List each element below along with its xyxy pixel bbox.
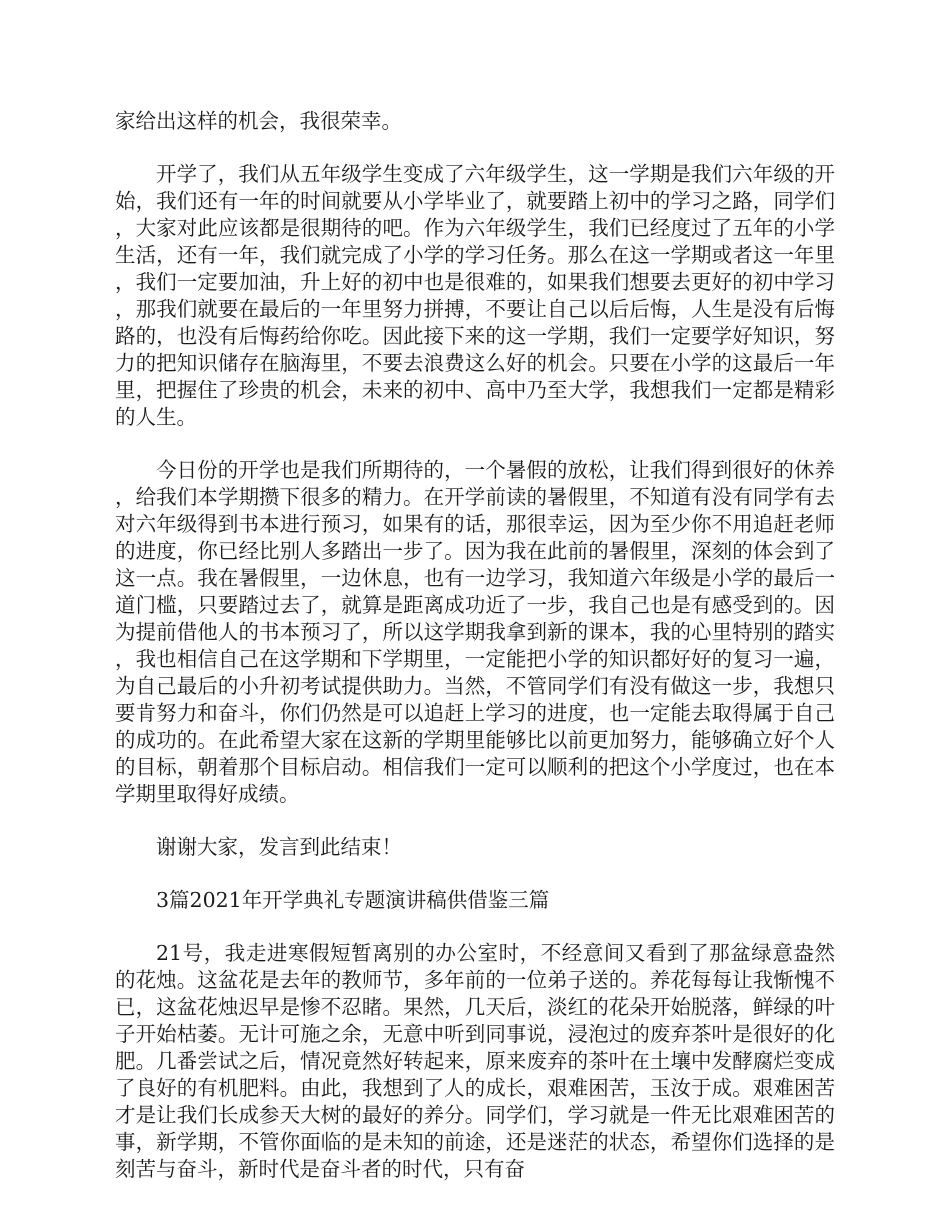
- paragraph-continuation: 家给出这样的机会，我很荣幸。: [115, 109, 402, 133]
- section-heading: 3篇2021年开学典礼专题演讲稿供借鉴三篇: [156, 888, 550, 912]
- paragraph-flower-story: 21号，我走进寒假短暂离别的办公室时，不经意间又看到了那盆绿意盎然的花烛。这盆花是去年的教师节，多年前的一位弟子送的。养花每每让我惭愧不已，这盆花烛迟早是惨不忍睹。果然，几天后，淡红的花朵开始脱落，鲜绿的叶子开始枯萎。无计可施之余，无意中听到同事说，浸泡过的废弃茶叶是很好的化肥。几番尝试之后，情况竟然好转起来，原来废弃的茶叶在土壤中发酵腐烂变成了良好的有机肥料。由此，我想到了人的成长，艰难困苦，玉汝于成。艰难困苦才是让我们长成参天大树的最好的养分。同学们，学习就是一件无比艰难困苦的事，新学期，不管你面临的是未知的前途，还是迷茫的状态，希望你们选择的是刻苦与奋斗，新时代是奋斗者的时代，只有奋: [115, 941, 835, 1181]
- document-body: [115, 108, 835, 1183]
- paragraph-summer-preview: 今日份的开学也是我们所期待的，一个暑假的放松，让我们得到很好的休养，给我们本学期攒下很多的精力。在开学前读的暑假里，不知道有没有同学有去对六年级得到书本进行预习，如果有的话，那很幸运，因为至少你不用追赶老师的进度，你已经比别人多踏出一步了。因为我在此前的暑假里，深刻的体会到了这一点。我在暑假里，一边休息，也有一边学习，我知道六年级是小学的最后一道门槛，只要踏过去了，就算是距离成功近了一步，我自己也是有感受到的。因为提前借他人的书本预习了，所以这学期我拿到新的课本，我的心里特别的踏实，我也相信自己在这学期和下学期里，一定能把小学的知识都好好的复习一遍，为自己最后的小升初考试提供助力。当然，不管同学们有没有做这一步，我想只要肯努力和奋斗，你们仍然是可以追赶上学习的进度，也一定能去取得属于自己的成功的。在此希望大家在这新的学期里能够比以前更加努力，能够确立好个人的目标，朝着那个目标启动。相信我们一定可以顺利的把这个小学度过，也在本学期里取得好成绩。: [115, 458, 835, 806]
- paragraph-closing-thanks: 谢谢大家，发言到此结束！: [156, 835, 402, 859]
- paragraph-sixth-grade-start: 开学了，我们从五年级学生变成了六年级学生，这一学期是我们六年级的开始，我们还有一年的时间就要从小学毕业了，就要踏上初中的学习之路，同学们，大家对此应该都是很期待的吧。作为六年级学生，我们已经度过了五年的小学生活，还有一年，我们就完成了小学的学习任务。那么在这一学期或者这一年里，我们一定要加油，升上好的初中也是很难的，如果我们想要去更好的初中学习，那我们就要在最后的一年里努力拼搏，不要让自己以后后悔，人生是没有后悔路的，也没有后悔药给你吃。因此接下来的这一学期，我们一定要学好知识，努力的把知识储存在脑海里，不要去浪费这么好的机会。只要在小学的这最后一年里，把握住了珍贵的机会，未来的初中、高中乃至大学，我想我们一定都是精彩的人生。: [115, 162, 835, 429]
